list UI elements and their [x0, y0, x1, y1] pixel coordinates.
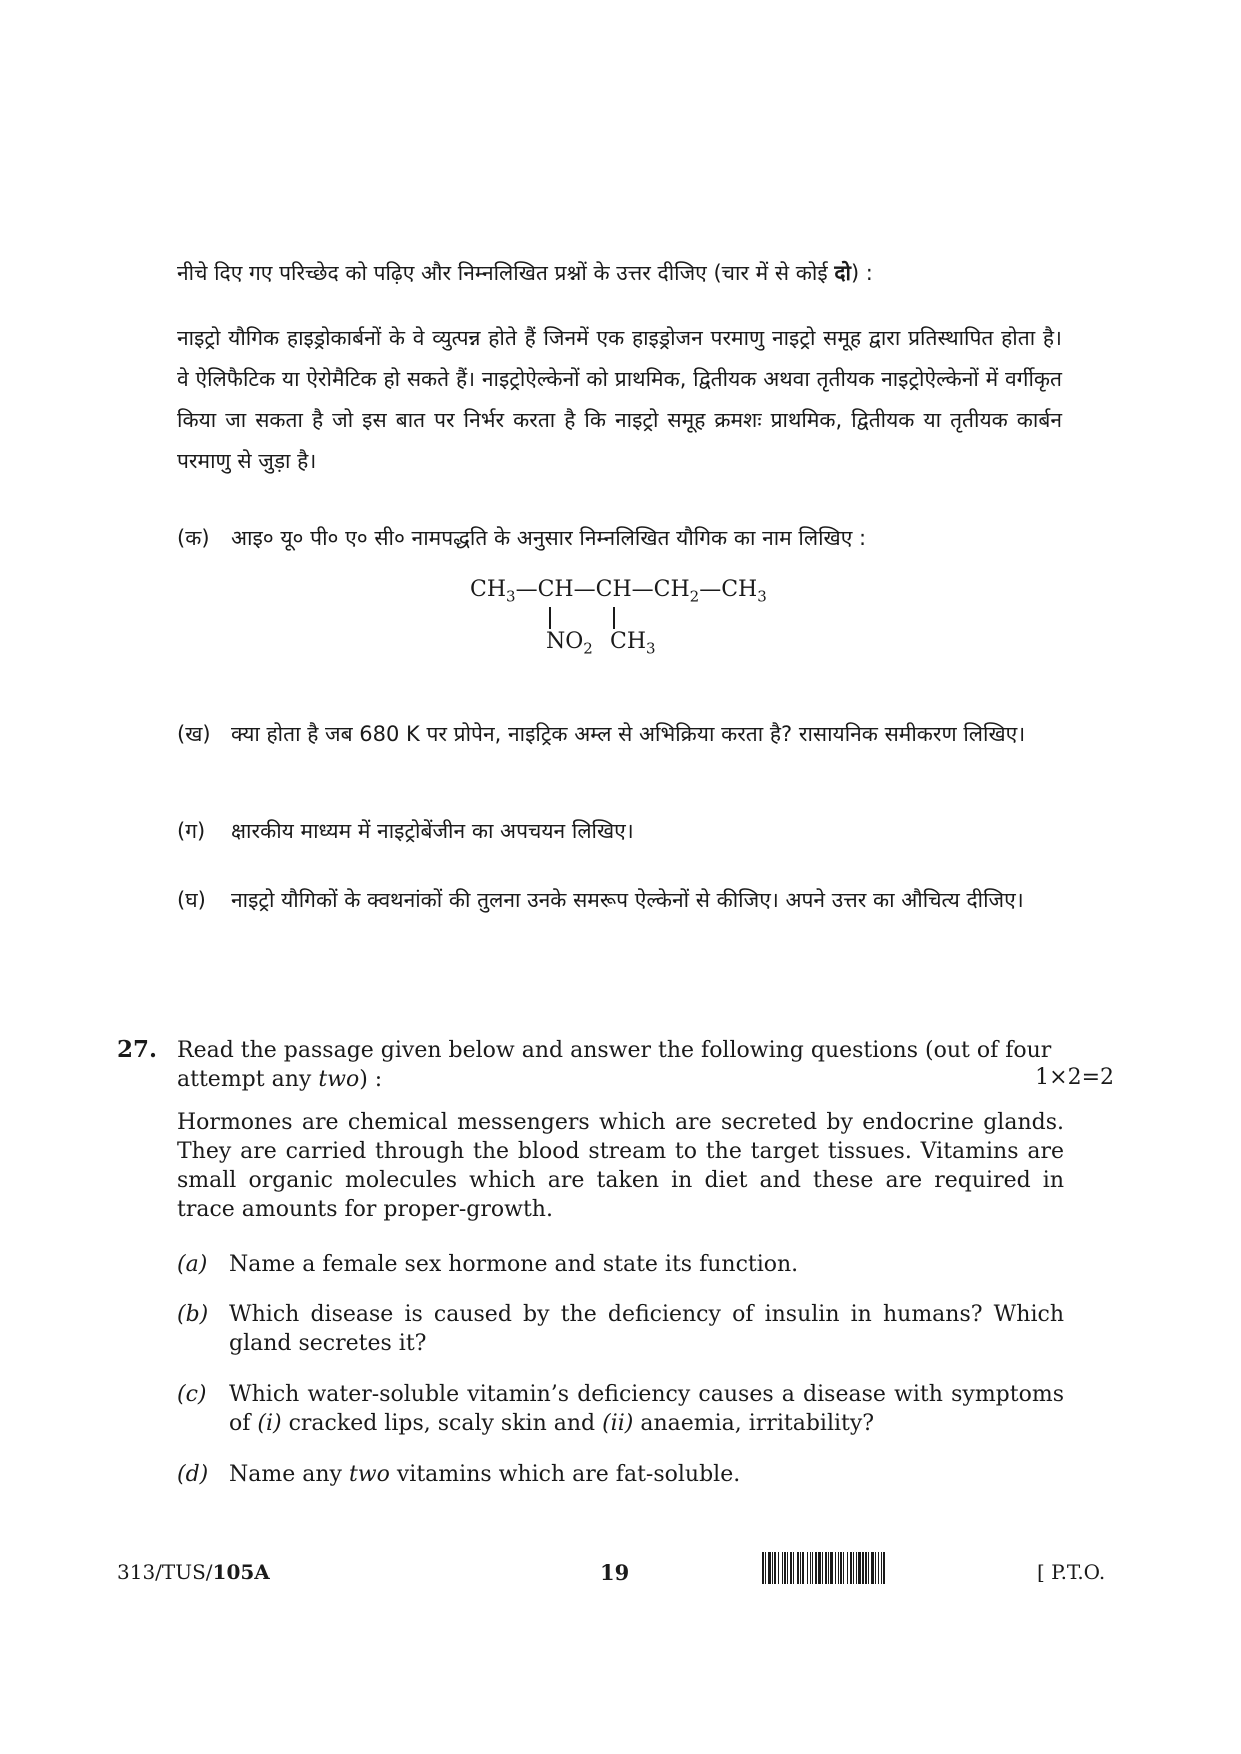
- question-label: (घ): [177, 888, 206, 912]
- page-number: 19: [600, 1560, 630, 1585]
- english-question-b: [177, 1300, 1064, 1358]
- chemical-structure: [470, 577, 850, 667]
- bond-line: [613, 607, 615, 629]
- question-text: नाइट्रो यौगिकों के क्वथनांकों की तुलना उनके समरूप ऐल्केनों से कीजिए। अपने उत्तर का औचित्य दीजिए।: [231, 888, 1024, 912]
- bond-line: [549, 607, 551, 629]
- paper-code: 313/TUS/105A: [117, 1560, 270, 1584]
- question-text: क्या होता है जब 680 K पर प्रोपेन, नाइट्रिक अम्ल से अभिक्रिया करता है? रासायनिक समीकरण लिखिए।: [231, 722, 1026, 746]
- hindi-instruction: [177, 253, 1077, 294]
- question-text: Which water-soluble vitamin’s deficiency causes a disease with symptoms of (i) cracked lips, scaly skin and (ii) anaemia, irritability?: [229, 1382, 1064, 1436]
- question-number: 27.: [117, 1036, 158, 1063]
- question-label: (क): [177, 526, 210, 550]
- question-label: (d): [177, 1462, 209, 1487]
- hindi-question-ka: [177, 518, 1072, 559]
- english-passage: Hormones are chemical messengers which are secreted by endocrine glands. They are carried through the blood stream to the target tissues. Vitamins are small organic molecules which are taken in diet and these are required in trace amounts for proper-growth.: [177, 1110, 1064, 1222]
- english-question-a: [177, 1250, 1064, 1279]
- question-text: आइ० यू० पी० ए० सी० नामपद्धति के अनुसार निम्नलिखित यौगिक का नाम लिखिए :: [231, 526, 867, 550]
- question-label: (c): [177, 1382, 207, 1407]
- hindi-question-gha: [177, 880, 1072, 921]
- methyl-substituent: $CH_3$: [610, 629, 656, 658]
- hindi-passage: नाइट्रो यौगिक हाइड्रोकार्बनों के वे व्युत्पन्न होते हैं जिनमें एक हाइड्रोजन परमाणु नाइट्रो समूह द्वारा प्रतिस्थापित होता है। वे ऐलिफैटिक या ऐरोमैटिक हो सकते हैं। नाइट्रोऐल्केनों को प्राथमिक, द्वितीयक अथवा तृतीयक नाइट्रोऐल्केनों में वर्गीकृत किया जा सकता है जो इस बात पर निर्भर करता है कि नाइट्रो समूह क्रमशः प्राथमिक, द्वितीयक या तृतीयक कार्बन परमाणु से जुड़ा है।: [177, 326, 1062, 473]
- question-text: Name a female sex hormone and state its function.: [229, 1252, 799, 1277]
- english-question-d: [177, 1460, 1064, 1489]
- marks-label: 1×2=2: [1035, 1065, 1114, 1090]
- formula-main-chain: $CH_3—CH—CH—CH_2—CH_3$: [470, 577, 767, 606]
- hindi-instruction-bold: दो: [834, 261, 851, 285]
- hindi-question-kha: [177, 714, 1072, 755]
- hindi-instruction-text: नीचे दिए गए परिच्छेद को पढ़िए और निम्नलिखित प्रश्नों के उत्तर दीजिए (चार में से कोई: [177, 261, 835, 285]
- hindi-question-ga: [177, 811, 1072, 852]
- question-label: (ख): [177, 722, 211, 746]
- hindi-instruction-end: ) :: [850, 261, 873, 285]
- english-instruction: Read the passage given below and answer the following questions (out of four attempt any two) :: [177, 1038, 1052, 1092]
- barcode-image: [762, 1552, 1020, 1584]
- question-text: Name any two vitamins which are fat-soluble.: [229, 1462, 741, 1487]
- pto-label: [ P.T.O.: [1037, 1560, 1106, 1584]
- question-text: क्षारकीय माध्यम में नाइट्रोबेंजीन का अपचयन लिखिए।: [231, 819, 634, 843]
- nitro-substituent: $NO_2$: [546, 629, 593, 658]
- question-label: (a): [177, 1252, 208, 1277]
- question-text: Which disease is caused by the deficiency of insulin in humans? Which gland secretes it?: [229, 1302, 1064, 1356]
- question-label: (ग): [177, 819, 206, 843]
- question-label: (b): [177, 1302, 209, 1327]
- english-question-c: [177, 1380, 1064, 1438]
